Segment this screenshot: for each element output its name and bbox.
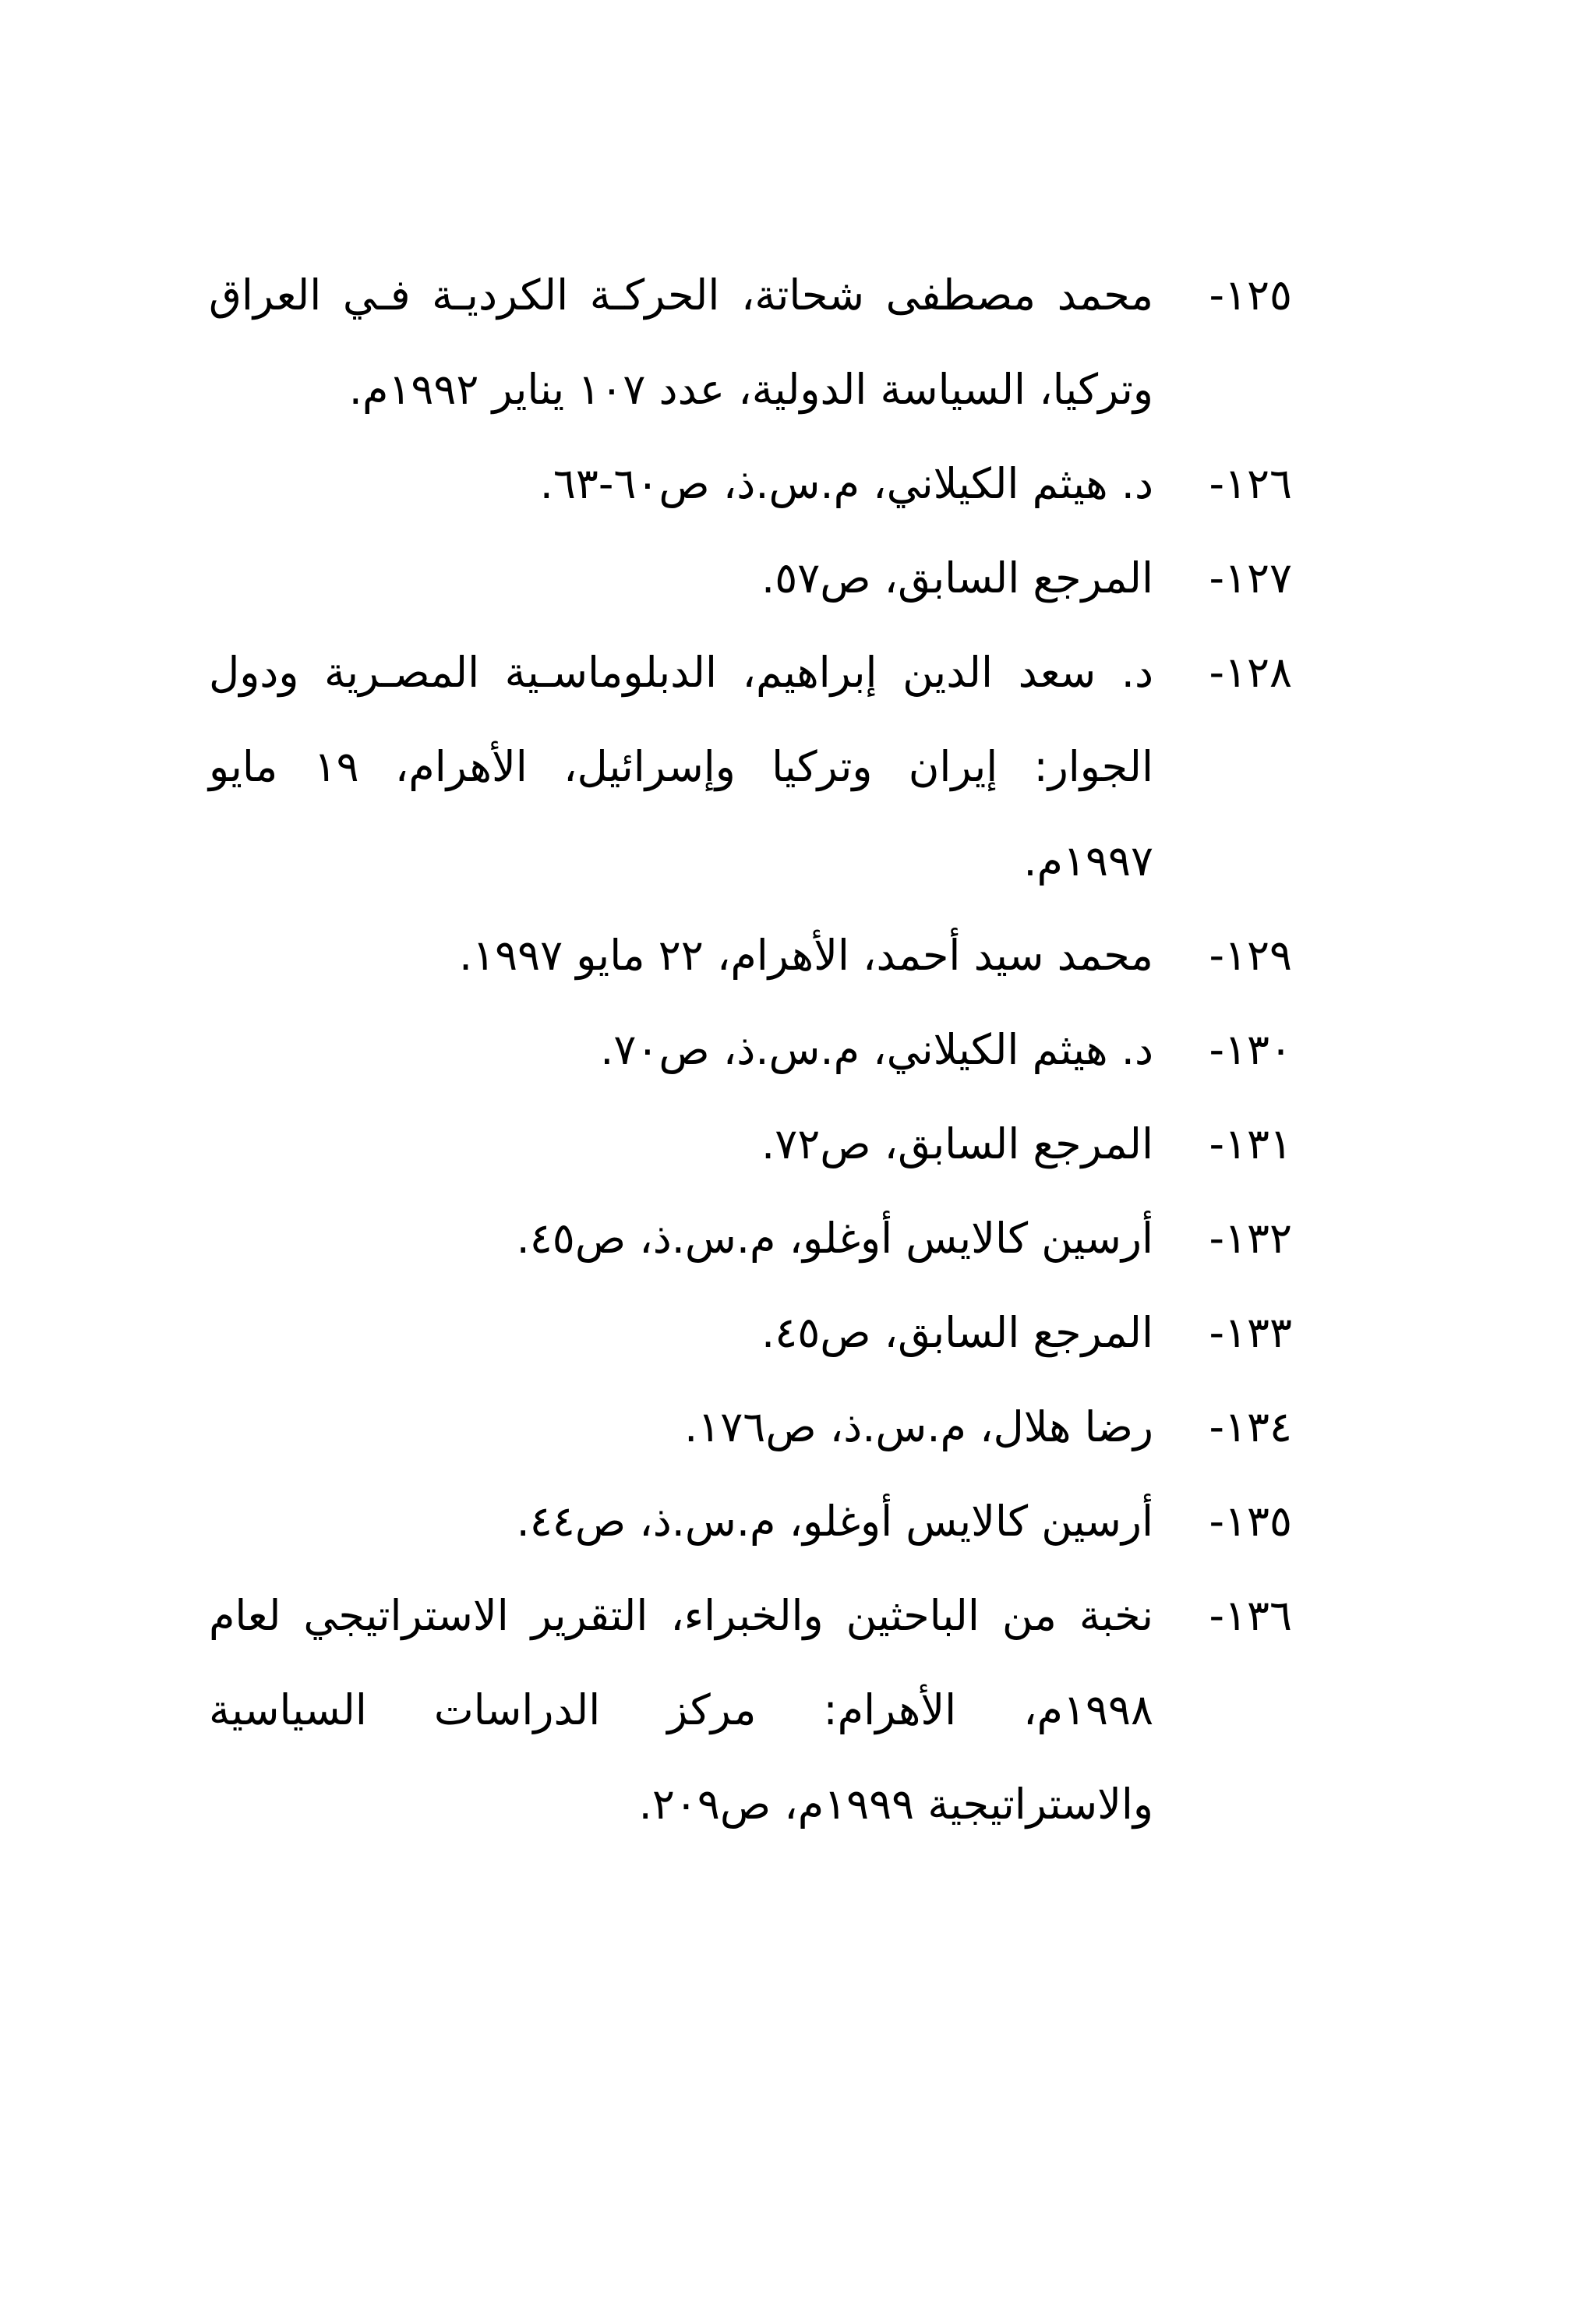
endnote-130 <box>209 1002 1292 1097</box>
endnote-number: ١٢٥- <box>1209 270 1292 320</box>
endnote-text: المرجع السابق، ص٥٧. <box>761 553 1153 603</box>
endnote-text: نخبة من الباحثين والخبراء، التقرير الاستراتيجي لعام ١٩٩٨م، الأهرام: مركز الدراسات السياسية والاستراتيجية ١٩٩٩م، ص٢٠٩. <box>209 1591 1153 1829</box>
endnote-text: رضا هلال، م.س.ذ، ص١٧٦. <box>684 1402 1153 1451</box>
endnote-125 <box>209 248 1292 437</box>
endnote-133 <box>209 1285 1292 1380</box>
endnote-text: د. هيثم الكيلاني، م.س.ذ، ص٦٠-٦٣. <box>539 459 1153 508</box>
endnote-text: المرجع السابق، ص٧٢. <box>761 1119 1153 1168</box>
endnote-text: د. سعد الدين إبراهيم، الدبلوماسـية المصـرية ودول الجوار: إيران وتركيا وإسرائيل، الأهرام، ١٩ مايو ١٩٩٧م. <box>209 648 1153 886</box>
endnote-text: المرجع السابق، ص٤٥. <box>761 1308 1153 1357</box>
endnote-text: محمد سيد أحمد، الأهرام، ٢٢ مايو ١٩٩٧. <box>458 931 1153 980</box>
endnote-134 <box>209 1380 1292 1474</box>
endnote-number: ١٣٦- <box>1209 1591 1292 1640</box>
endnote-126 <box>209 437 1292 531</box>
endnote-text: أرسين كالايس أوغلو، م.س.ذ، ص٤٤. <box>516 1497 1153 1546</box>
endnote-129 <box>209 908 1292 1002</box>
endnote-number: ١٣٠- <box>1209 1025 1292 1074</box>
endnote-number: ١٣١- <box>1209 1119 1292 1168</box>
endnote-135 <box>209 1474 1292 1568</box>
endnote-text: محمد مصطفى شحاتة، الحركـة الكرديـة فـي العراق وتركيا، السياسة الدولية، عدد ١٠٧ يناير ١٩٩٢م. <box>209 270 1153 414</box>
endnote-number: ١٣٥- <box>1209 1497 1292 1546</box>
endnote-131 <box>209 1097 1292 1191</box>
endnote-number: ١٢٧- <box>1209 553 1292 603</box>
endnote-number: ١٢٩- <box>1209 931 1292 980</box>
endnote-number: ١٣٤- <box>1209 1402 1292 1451</box>
endnote-136 <box>209 1568 1292 1851</box>
endnote-text: د. هيثم الكيلاني، م.س.ذ، ص٧٠. <box>600 1025 1153 1074</box>
endnote-number: ١٢٦- <box>1209 459 1292 508</box>
endnote-128 <box>209 625 1292 908</box>
endnote-number: ١٣٢- <box>1209 1214 1292 1263</box>
endnotes-list <box>209 248 1292 1851</box>
endnote-127 <box>209 531 1292 625</box>
endnote-number: ١٣٣- <box>1209 1308 1292 1357</box>
endnote-number: ١٢٨- <box>1209 648 1292 697</box>
endnote-text: أرسين كالايس أوغلو، م.س.ذ، ص٤٥. <box>516 1214 1153 1263</box>
endnote-132 <box>209 1191 1292 1285</box>
